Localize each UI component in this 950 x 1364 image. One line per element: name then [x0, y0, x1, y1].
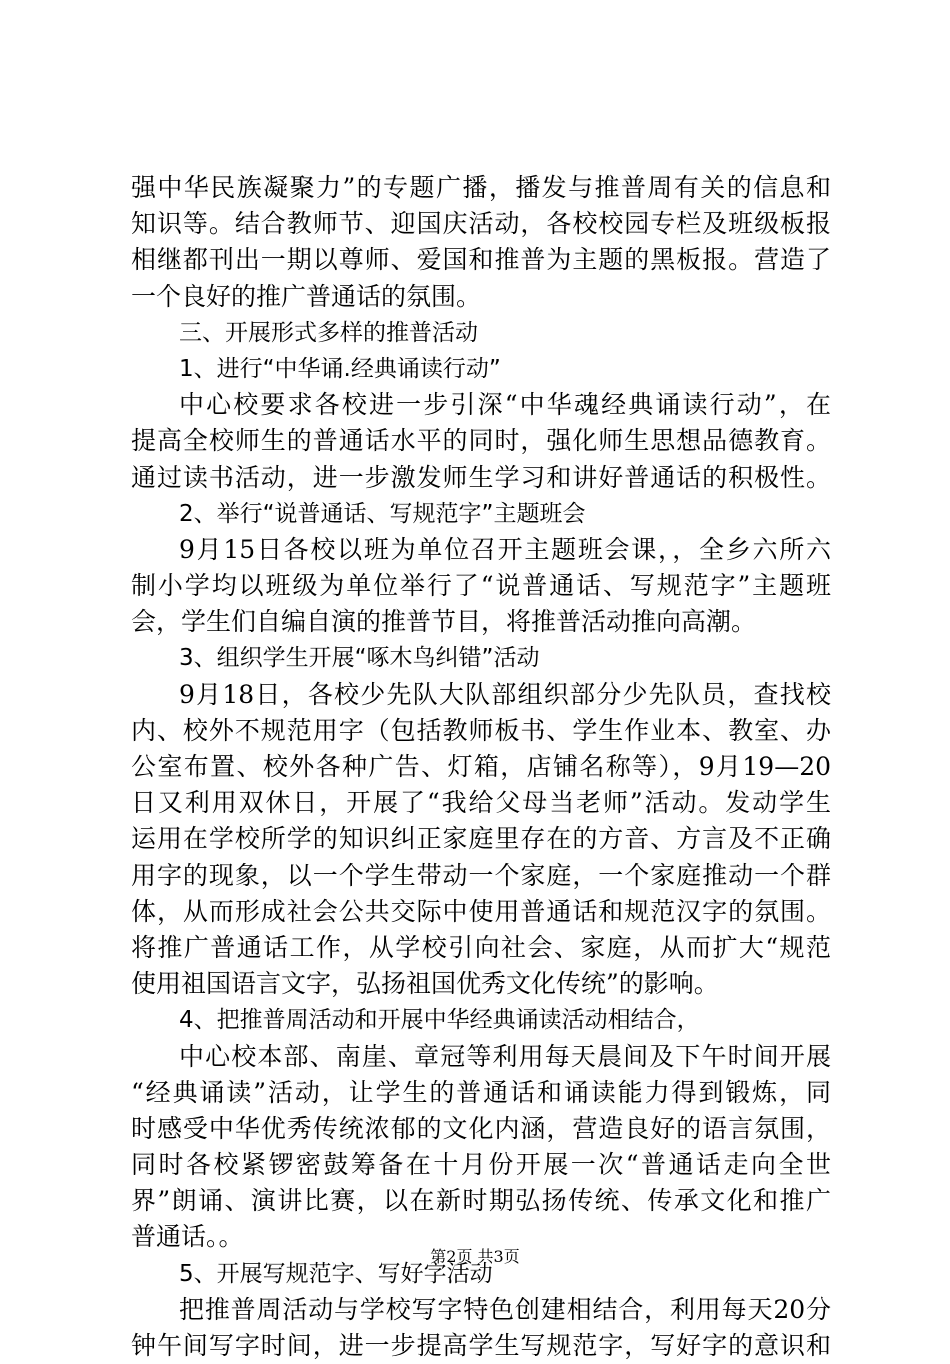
text-line: 中心校要求各校进一步引深“中华魂经典诵读行动”，在 [179, 390, 831, 420]
text-line: 9月15日各校以班为单位召开主题班会课，，全乡六所六 [179, 534, 831, 564]
text-line: 相继都刊出一期以尊师、爱国和推普为主题的黑板报。营造了 [131, 245, 831, 275]
text-line: 将推广普通话工作，从学校引向社会、家庭，从而扩大“规范 [131, 932, 831, 962]
text-line: 普通话。。 [131, 1222, 244, 1252]
text-line: 强中华民族凝聚力”的专题广播，播发与推普周有关的信息和 [131, 173, 831, 202]
text-line: 体，从而形成社会公共交际中使用普通话和规范汉字的氛围。 [131, 896, 831, 926]
section-heading: 5、开展写规范字、写好字活动 [179, 1260, 493, 1287]
text-line: 日又利用双休日，开展了“我给父母当老师”活动。发动学生 [131, 788, 831, 818]
text-line: 钟午间写字时间，进一步提高学生写规范字，写好字的意识和 [131, 1331, 831, 1360]
page-footer: 第2页 共3页 [430, 1247, 520, 1266]
section-heading: 4、把推普周活动和开展中华经典诵读活动相结合， [179, 1007, 700, 1034]
text-line: 运用在学校所学的知识纠正家庭里存在的方音、方言及不正确 [131, 824, 831, 854]
text-line: 知识等。结合教师节、迎国庆活动，各校校园专栏及班级板报 [131, 209, 831, 239]
text-line: 通过读书活动，进一步激发师生学习和讲好普通话的积极性。 [131, 462, 831, 492]
text-line: 公室布置、校外各种广告、灯箱，店铺名称等），9月19—20 [131, 752, 831, 781]
text-line: 内、校外不规范用字（包括教师板书、学生作业本、教室、办 [131, 715, 831, 745]
section-heading: 1、进行“中华诵.经典诵读行动” [179, 355, 501, 382]
section-heading: 三、开展形式多样的推普活动 [179, 319, 478, 346]
text-line: 界”朗诵、演讲比赛，以在新时期弘扬传统、传承文化和推广 [131, 1186, 831, 1216]
section-heading: 3、组织学生开展“啄木鸟纠错”活动 [179, 645, 540, 672]
text-line: 同时各校紧锣密鼓筹备在十月份开展一次“普通话走向全世 [131, 1150, 831, 1180]
text-line: 制小学均以班级为单位举行了“说普通话、写规范字”主题班 [131, 571, 831, 601]
text-line: 使用祖国语言文字，弘扬祖国优秀文化传统”的影响。 [131, 969, 719, 999]
text-line: 时感受中华优秀传统浓郁的文化内涵，营造良好的语言氛围， [131, 1113, 831, 1143]
text-line: 提高全校师生的普通话水平的同时，强化师生思想品德教育。 [131, 426, 831, 456]
text-line: 9月18日，各校少先队大队部组织部分少先队员，查找校 [179, 679, 831, 709]
text-line: 用字的现象，以一个学生带动一个家庭，一个家庭推动一个群 [131, 860, 831, 890]
section-heading: 2、举行“说普通话、写规范字”主题班会 [179, 500, 586, 527]
document-body [131, 170, 831, 1364]
text-line: “经典诵读”活动，让学生的普通话和诵读能力得到锻炼，同 [131, 1077, 831, 1107]
text-line: 中心校本部、南崖、章冠等利用每天晨间及下午时间开展 [179, 1041, 831, 1071]
text-line: 把推普周活动与学校写字特色创建相结合，利用每天20分 [179, 1294, 831, 1324]
text-line: 一个良好的推广普通话的氛围。 [131, 281, 482, 311]
text-line: 会，学生们自编自演的推普节目，将推普活动推向高潮。 [131, 607, 757, 637]
